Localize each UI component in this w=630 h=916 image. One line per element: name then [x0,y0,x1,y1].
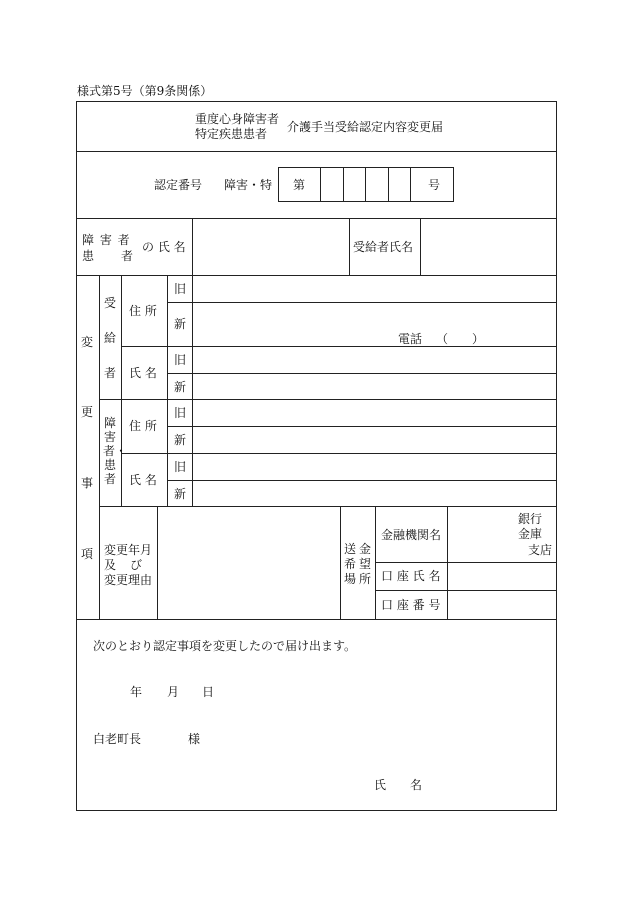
transfer-label-char: 望 [359,557,372,571]
section-label-char: 事 [81,476,94,490]
old-label: 旧 [174,406,187,420]
old-label: 旧 [174,282,187,296]
recipient-old-address-field[interactable] [193,276,556,301]
addressee: 白老町長 [93,732,142,746]
recipient-old-name-field[interactable] [193,347,556,372]
phone-label: 電話 [398,332,423,346]
account-number-label: 口 座 番 号 [381,598,441,612]
bank-option-bank: 銀行 [518,512,543,526]
applicant-type-disabled: 重度心身障害者 [195,112,280,126]
patient-old-address-field[interactable] [193,400,556,425]
new-label: 新 [174,433,187,447]
cert-number-label: 認定番号 [154,178,203,192]
rule [76,619,557,620]
section-label-char: 変 [81,335,94,349]
recipient-new-name-field[interactable] [193,374,556,398]
rule [340,506,341,619]
reason-label-line1: 変更年月 [104,543,153,557]
rule [76,151,557,152]
phone-parens: （ ） [436,332,485,346]
patient-name-change-label: 氏 名 [129,473,157,487]
old-label: 旧 [174,353,187,367]
cert-digit-3[interactable] [366,168,387,201]
section-label-char: 更 [81,405,94,419]
date-year-label: 年 [130,685,143,699]
recipient-new-address-field[interactable] [193,303,556,345]
patient-address-label: 住 所 [129,419,157,433]
cert-category: 障害・特 [224,178,273,192]
bank-name-field[interactable] [448,507,513,561]
patient-label: 患 者 [82,249,135,263]
recipient-name-change-label: 氏 名 [129,366,157,380]
rule [167,275,168,506]
transfer-label-char: 希 [344,557,357,571]
new-label: 新 [174,380,187,394]
rule [99,275,100,619]
applicant-type-illness: 特定疾患患者 [195,127,268,141]
transfer-label-char: 送 [344,542,357,556]
recipient-name-field[interactable] [421,219,556,274]
account-name-field[interactable] [448,563,556,589]
patient-name-field[interactable] [193,219,348,274]
reason-field[interactable] [158,507,339,618]
patient-change-label: 障害者・患者 [103,416,128,486]
rule [349,218,350,275]
declaration-statement: 次のとおり認定事項を変更したので届け出ます。 [93,639,357,653]
honorific: 様 [188,732,201,746]
recipient-label-char: 者 [104,366,117,380]
patient-old-name-field[interactable] [193,454,556,479]
patient-new-address-field[interactable] [193,427,556,452]
new-label: 新 [174,317,187,331]
bank-label: 金融機関名 [381,528,442,542]
signer-name-label: 氏 名 [374,778,423,792]
transfer-label-char: 場 [344,572,357,586]
bank-option-branch: 支店 [528,543,553,557]
new-label: 新 [174,487,187,501]
old-label: 旧 [174,460,187,474]
reason-label-line2: 及 び [104,558,144,572]
form-number: 様式第5号（第9条関係） [77,84,213,98]
cert-digit-1[interactable] [321,168,342,201]
reason-label-line3: 変更理由 [104,573,153,587]
recipient-name-label: 受給者氏名 [353,240,414,254]
account-number-field[interactable] [448,591,556,618]
transfer-label-char: 金 [359,542,372,556]
form-title: 介護手当受給認定内容変更届 [287,120,444,134]
cert-prefix: 第 [293,178,306,192]
cert-suffix: 号 [428,178,441,192]
recipient-label-char: 受 [104,296,117,310]
recipient-label-char: 給 [104,331,117,345]
recipient-address-label: 住 所 [129,304,157,318]
date-month-label: 月 [167,685,180,699]
cert-digit-4[interactable] [389,168,409,201]
name-label-suffix: の 氏 名 [142,240,186,254]
rule [410,167,411,202]
disabled-person-label: 障 害 者 [82,233,131,247]
rule [375,506,376,619]
transfer-label-char: 所 [359,572,372,586]
section-label-char: 項 [81,547,94,561]
patient-new-name-field[interactable] [193,481,556,505]
rule [121,275,122,506]
account-name-label: 口 座 氏 名 [381,569,441,583]
date-day-label: 日 [202,685,215,699]
bank-option-credit: 金庫 [518,527,543,541]
cert-digit-2[interactable] [344,168,364,201]
signer-name-field[interactable] [432,770,547,798]
